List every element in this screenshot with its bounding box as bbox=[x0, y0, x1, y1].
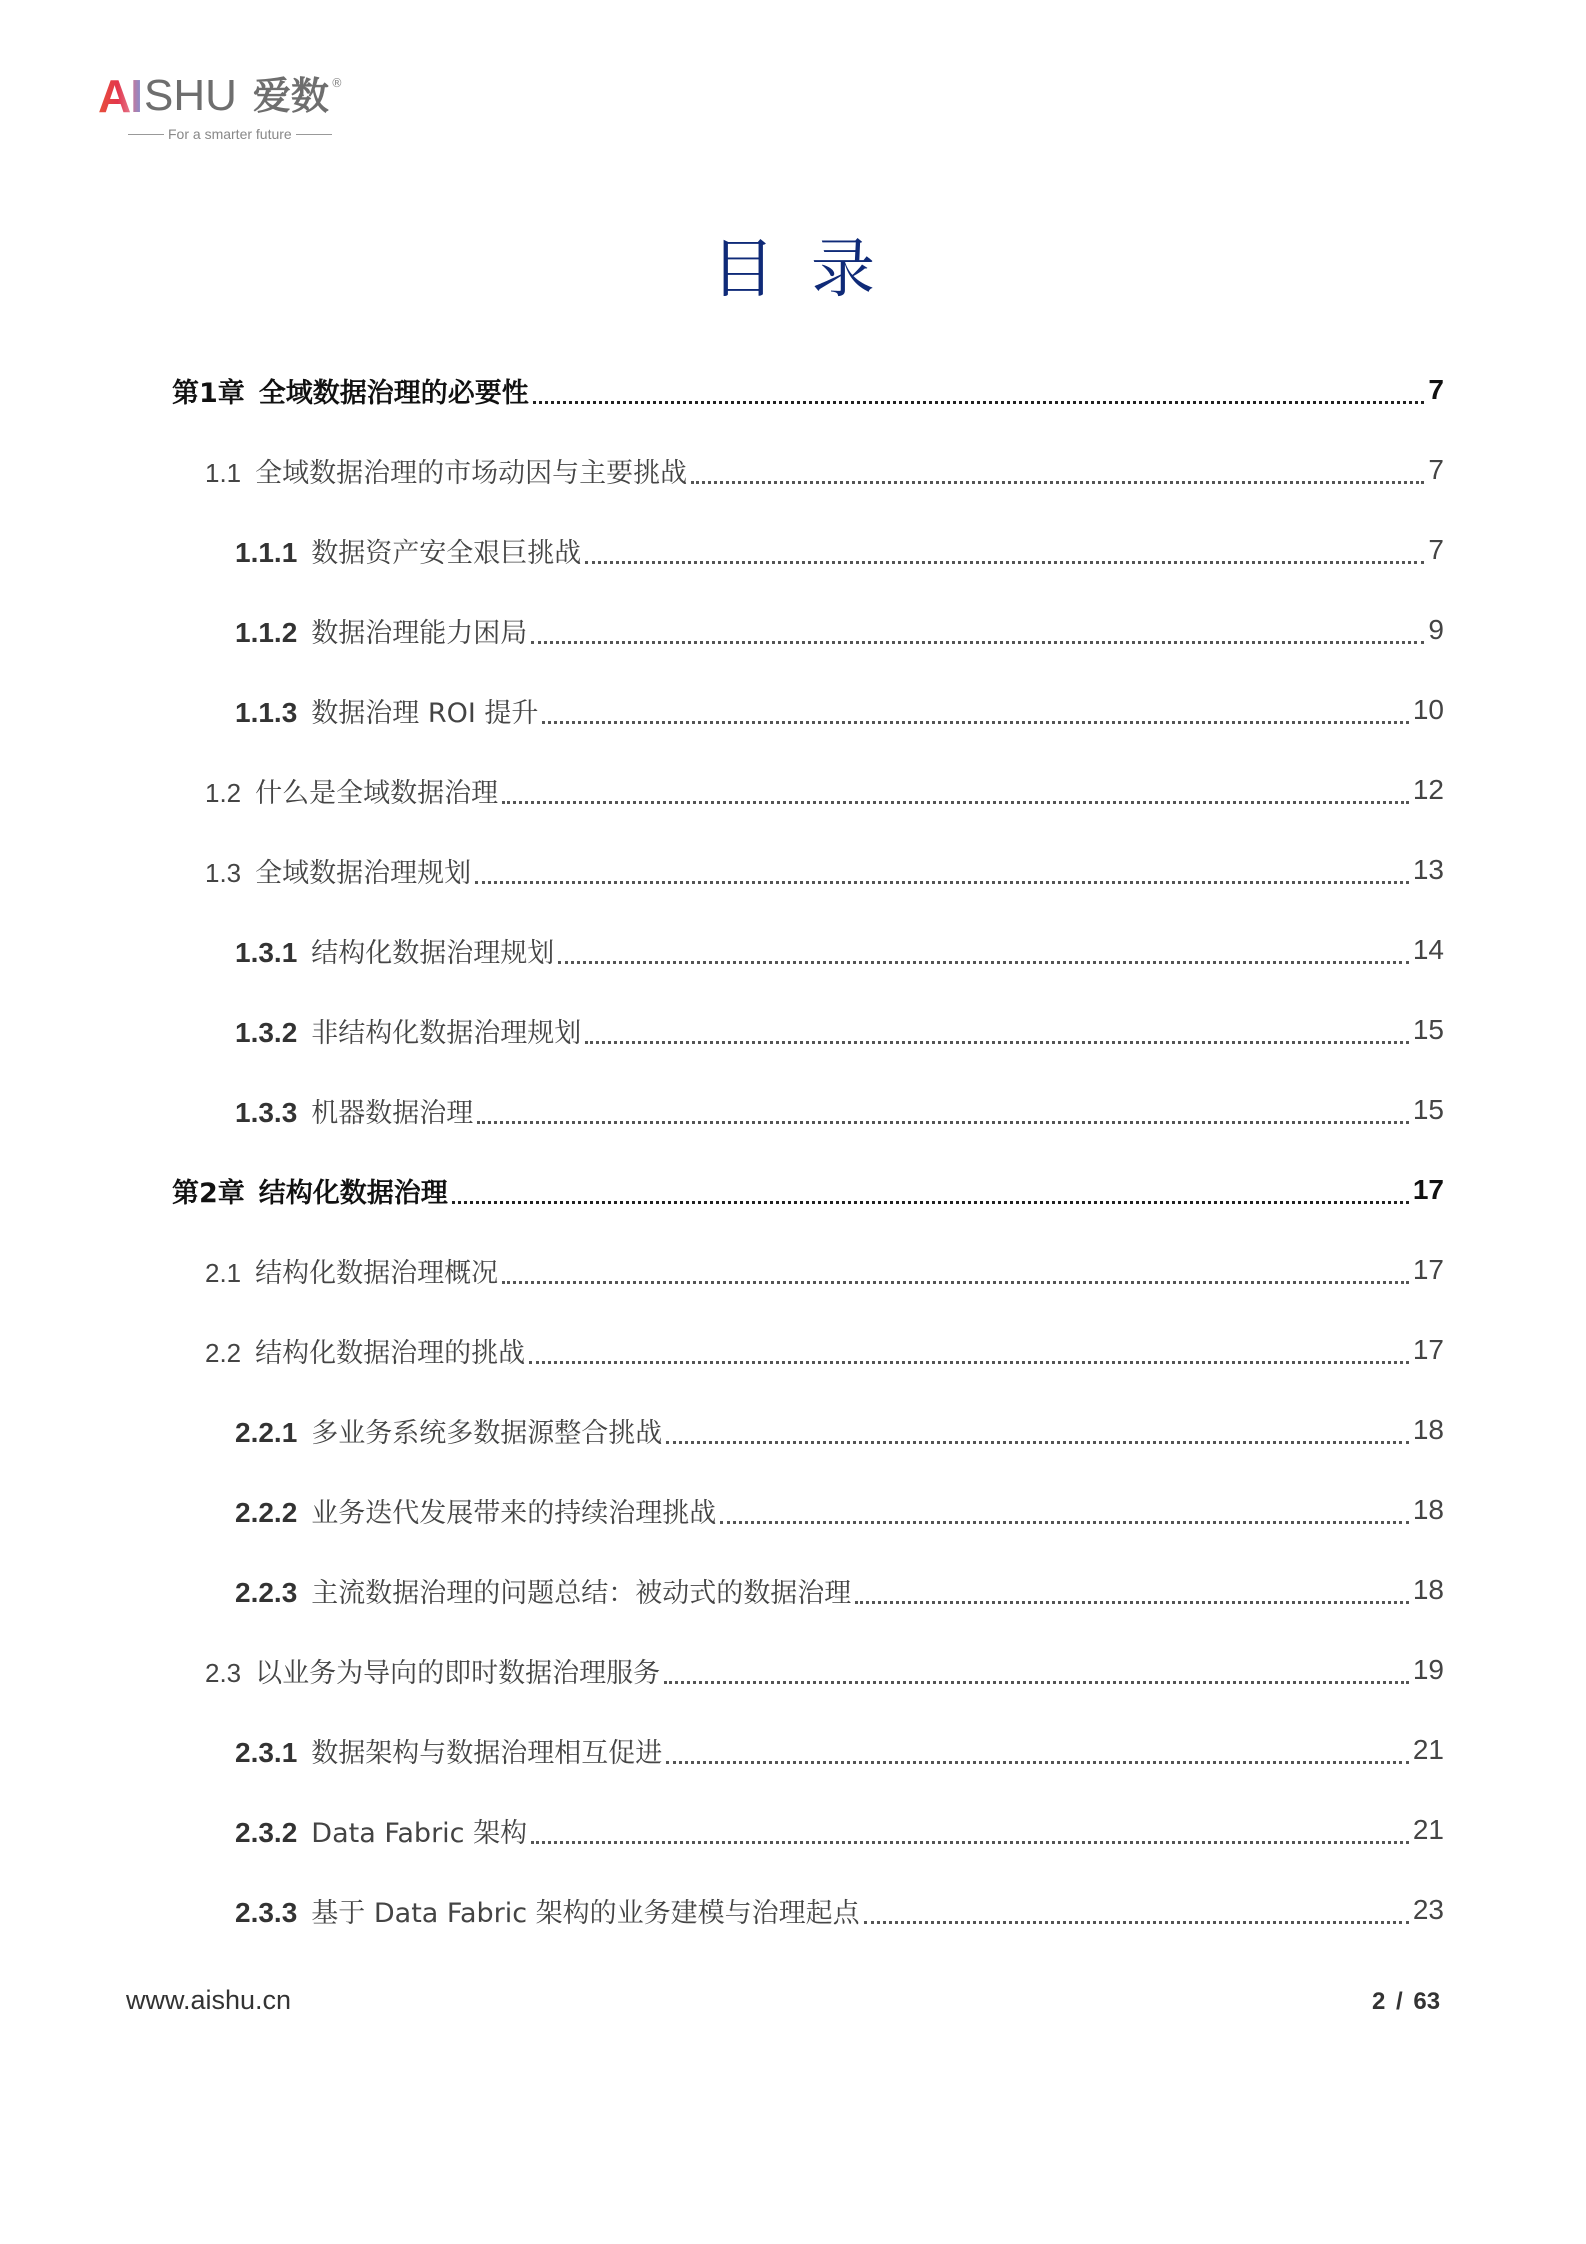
toc-entry-title: 主流数据治理的问题总结：被动式的数据治理 bbox=[311, 1577, 852, 1609]
toc-entry-label bbox=[205, 1251, 498, 1290]
toc-entry-page-number: 21 bbox=[1412, 1814, 1444, 1845]
toc-entry-page-number: 17 bbox=[1412, 1254, 1444, 1285]
logo-chinese-text: 爱数 bbox=[252, 74, 329, 118]
toc-entry-number: 2.1 bbox=[205, 1257, 242, 1288]
toc-entry-title: 非结构化数据治理规划 bbox=[311, 1017, 582, 1049]
toc-section-entry[interactable] bbox=[172, 750, 1444, 830]
toc-entry-number: 2.2.1 bbox=[235, 1416, 298, 1448]
toc-entry-title: 全域数据治理规划 bbox=[255, 857, 472, 889]
toc-entry-number: 2.2.3 bbox=[235, 1576, 298, 1608]
toc-entry-title: 基于 Data Fabric 架构的业务建模与治理起点 bbox=[311, 1897, 860, 1929]
toc-entry-number: 1.2 bbox=[205, 777, 242, 808]
toc-entry-label bbox=[235, 1891, 860, 1930]
toc-entry-page-number: 10 bbox=[1412, 694, 1444, 725]
toc-section-entry[interactable] bbox=[172, 430, 1444, 510]
toc-entry-number: 第1章 bbox=[172, 377, 245, 409]
toc-subsection-entry[interactable] bbox=[172, 1550, 1444, 1630]
toc-subsection-entry[interactable] bbox=[172, 1710, 1444, 1790]
toc-entry-page-number: 13 bbox=[1412, 854, 1444, 885]
registered-mark-icon: ® bbox=[330, 76, 343, 90]
toc-entry-page-number: 9 bbox=[1428, 614, 1444, 645]
toc-entry-number: 1.3.1 bbox=[235, 936, 298, 968]
dot-leader bbox=[666, 1761, 1409, 1764]
toc-subsection-entry[interactable] bbox=[172, 1790, 1444, 1870]
toc-entry-title: 结构化数据治理 bbox=[258, 1177, 448, 1209]
toc-chapter-entry[interactable] bbox=[172, 350, 1444, 430]
toc-subsection-entry[interactable] bbox=[172, 510, 1444, 590]
logo-tagline bbox=[124, 126, 408, 142]
toc-entry-number: 1.3.2 bbox=[235, 1016, 298, 1048]
toc-entry-page-number: 17 bbox=[1412, 1334, 1444, 1365]
toc-entry-label bbox=[235, 531, 581, 570]
dot-leader bbox=[691, 481, 1424, 484]
toc-entry-page-number: 14 bbox=[1412, 934, 1444, 965]
tagline-text: For a smarter future bbox=[168, 126, 292, 142]
toc-entry-page-number: 7 bbox=[1428, 374, 1444, 405]
dot-leader bbox=[475, 881, 1409, 884]
toc-subsection-entry[interactable] bbox=[172, 670, 1444, 750]
toc-entry-number: 2.2.2 bbox=[235, 1496, 298, 1528]
toc-entry-label bbox=[235, 1811, 527, 1850]
toc-entry-label bbox=[235, 1011, 581, 1050]
toc-entry-title: 全域数据治理的市场动因与主要挑战 bbox=[255, 457, 688, 489]
toc-entry-page-number: 18 bbox=[1412, 1414, 1444, 1445]
toc-entry-title: 机器数据治理 bbox=[311, 1097, 474, 1129]
toc-entry-page-number: 7 bbox=[1428, 454, 1444, 485]
toc-entry-number: 2.3.3 bbox=[235, 1896, 298, 1928]
dot-leader bbox=[533, 401, 1425, 404]
toc-entry-title: 数据资产安全艰巨挑战 bbox=[311, 537, 582, 569]
toc-entry-title: 结构化数据治理的挑战 bbox=[255, 1337, 526, 1369]
toc-section-entry[interactable] bbox=[172, 1630, 1444, 1710]
dot-leader bbox=[529, 1361, 1409, 1364]
toc-entry-label bbox=[235, 691, 538, 730]
toc-entry-number: 2.3 bbox=[205, 1657, 242, 1688]
toc-entry-title: 数据架构与数据治理相互促进 bbox=[311, 1737, 663, 1769]
toc-entry-label bbox=[235, 1091, 473, 1130]
dot-leader bbox=[452, 1201, 1409, 1204]
logo-ai-mark: AI bbox=[98, 70, 142, 122]
toc-entry-label bbox=[235, 931, 554, 970]
toc-entry-title: 业务迭代发展带来的持续治理挑战 bbox=[311, 1497, 717, 1529]
toc-entry-number: 1.3.3 bbox=[235, 1096, 298, 1128]
table-of-contents bbox=[172, 350, 1444, 1950]
footer-website-link[interactable]: www.aishu.cn bbox=[126, 1985, 292, 2015]
toc-subsection-entry[interactable] bbox=[172, 1070, 1444, 1150]
toc-entry-title: 数据治理 ROI 提升 bbox=[311, 697, 539, 729]
toc-entry-label bbox=[205, 1331, 525, 1370]
aishu-logo bbox=[98, 68, 408, 148]
toc-entry-label bbox=[205, 1651, 660, 1690]
toc-entry-label bbox=[205, 451, 687, 490]
dot-leader bbox=[864, 1921, 1409, 1924]
toc-entry-page-number: 19 bbox=[1412, 1654, 1444, 1685]
dot-leader bbox=[720, 1521, 1409, 1524]
dot-leader bbox=[477, 1121, 1409, 1124]
dot-leader bbox=[585, 561, 1424, 564]
toc-section-entry[interactable] bbox=[172, 1310, 1444, 1390]
toc-entry-title: 全域数据治理的必要性 bbox=[258, 377, 529, 409]
toc-entry-label bbox=[235, 1491, 716, 1530]
footer-page-indicator: 2 / 63 bbox=[1372, 1988, 1441, 2015]
toc-entry-page-number: 18 bbox=[1412, 1494, 1444, 1525]
toc-entry-page-number: 21 bbox=[1412, 1734, 1444, 1765]
toc-entry-page-number: 7 bbox=[1428, 534, 1444, 565]
toc-entry-label bbox=[172, 1171, 448, 1210]
toc-entry-number: 2.2 bbox=[205, 1337, 242, 1368]
dot-leader bbox=[542, 721, 1408, 724]
toc-entry-number: 1.1.2 bbox=[235, 616, 298, 648]
toc-entry-page-number: 12 bbox=[1412, 774, 1444, 805]
toc-entry-page-number: 18 bbox=[1412, 1574, 1444, 1605]
toc-entry-title: 结构化数据治理概况 bbox=[255, 1257, 499, 1289]
toc-subsection-entry[interactable] bbox=[172, 910, 1444, 990]
toc-entry-title: 以业务为导向的即时数据治理服务 bbox=[255, 1657, 661, 1689]
toc-entry-label bbox=[235, 611, 527, 650]
toc-subsection-entry[interactable] bbox=[172, 590, 1444, 670]
toc-entry-label bbox=[172, 371, 529, 410]
toc-subsection-entry[interactable] bbox=[172, 1390, 1444, 1470]
dot-leader bbox=[558, 961, 1409, 964]
toc-entry-number: 1.3 bbox=[205, 857, 242, 888]
toc-entry-label bbox=[205, 851, 471, 890]
toc-chapter-entry[interactable] bbox=[172, 1150, 1444, 1230]
toc-entry-label bbox=[235, 1411, 662, 1450]
toc-section-entry[interactable] bbox=[172, 1230, 1444, 1310]
toc-entry-number: 2.3.2 bbox=[235, 1816, 298, 1848]
toc-entry-page-number: 15 bbox=[1412, 1014, 1444, 1045]
dot-leader bbox=[666, 1441, 1409, 1444]
toc-entry-number: 第2章 bbox=[172, 1177, 245, 1209]
toc-entry-label bbox=[235, 1571, 851, 1610]
dot-leader bbox=[855, 1601, 1409, 1604]
dot-leader bbox=[502, 801, 1409, 804]
toc-entry-label bbox=[235, 1731, 662, 1770]
toc-entry-page-number: 23 bbox=[1412, 1894, 1444, 1925]
dot-leader bbox=[585, 1041, 1409, 1044]
logo-shu-text: SHU bbox=[144, 71, 237, 120]
dot-leader bbox=[502, 1281, 1409, 1284]
toc-entry-page-number: 17 bbox=[1412, 1174, 1444, 1205]
toc-entry-label bbox=[205, 771, 498, 810]
toc-subsection-entry[interactable] bbox=[172, 1470, 1444, 1550]
toc-entry-number: 2.3.1 bbox=[235, 1736, 298, 1768]
toc-subsection-entry[interactable] bbox=[172, 990, 1444, 1070]
tagline-rule-right bbox=[296, 134, 332, 135]
page-title: 目录 bbox=[711, 233, 911, 307]
tagline-rule-left bbox=[128, 134, 164, 135]
logo-wordmark bbox=[98, 68, 408, 124]
dot-leader bbox=[531, 1841, 1409, 1844]
toc-entry-title: 多业务系统多数据源整合挑战 bbox=[311, 1417, 663, 1449]
toc-entry-title: 结构化数据治理规划 bbox=[311, 937, 555, 969]
toc-entry-title: Data Fabric 架构 bbox=[311, 1817, 528, 1849]
dot-leader bbox=[664, 1681, 1409, 1684]
toc-entry-number: 1.1.3 bbox=[235, 696, 298, 728]
toc-entry-title: 什么是全域数据治理 bbox=[255, 777, 499, 809]
toc-entry-number: 1.1 bbox=[205, 457, 242, 488]
toc-section-entry[interactable] bbox=[172, 830, 1444, 910]
toc-entry-title: 数据治理能力困局 bbox=[311, 617, 528, 649]
toc-subsection-entry[interactable] bbox=[172, 1870, 1444, 1950]
toc-entry-page-number: 15 bbox=[1412, 1094, 1444, 1125]
toc-entry-number: 1.1.1 bbox=[235, 536, 298, 568]
dot-leader bbox=[531, 641, 1424, 644]
